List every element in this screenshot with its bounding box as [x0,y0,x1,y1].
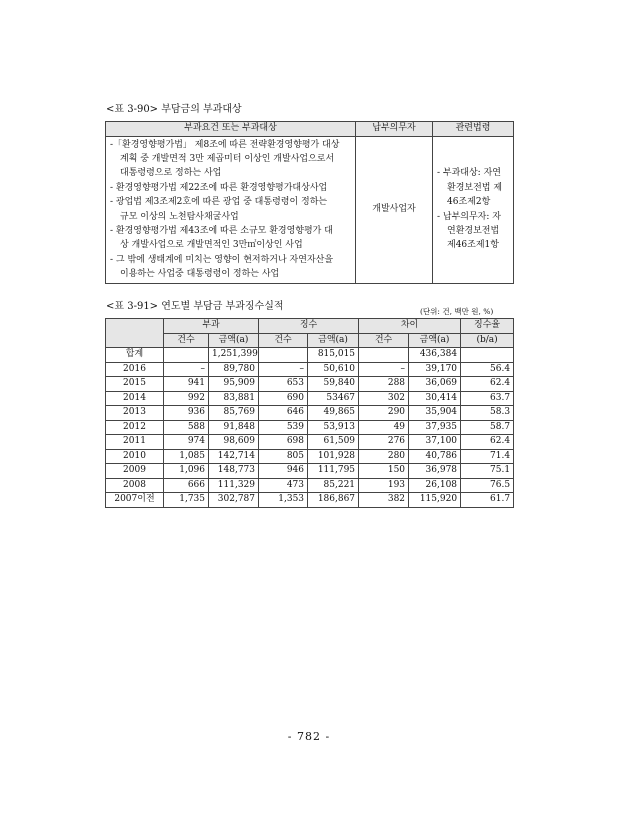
data-cell: 63.7 [461,391,514,406]
data-cell: 61,509 [308,435,359,450]
data-cell: 26,108 [409,478,461,493]
data-cell: 58.3 [461,406,514,421]
table-header-row [106,122,514,137]
data-cell: 280 [359,449,409,464]
data-cell: 539 [259,420,308,435]
requirement-item: - 그 밖에 생태계에 미치는 영향이 현저하거나 자연자산을 [110,254,334,265]
table-row [106,136,514,283]
sub-header-row [106,333,514,348]
table-row [106,449,514,464]
table-row [106,377,514,392]
group-levy: 부과 [164,319,259,334]
data-cell: 71.4 [461,449,514,464]
data-cell: 186,867 [308,493,359,508]
table-row [106,464,514,479]
data-cell: 646 [259,406,308,421]
table-row [106,391,514,406]
data-cell: 61.7 [461,493,514,508]
data-cell: 76.5 [461,478,514,493]
data-cell: 49,865 [308,406,359,421]
data-cell [359,348,409,363]
data-cell: 101,928 [308,449,359,464]
data-cell: 1,096 [164,464,209,479]
sub-header: 건수 [259,333,308,348]
row-label: 2014 [106,391,164,406]
requirement-item-continued: 대통령령으로 정하는 사업 [120,168,222,179]
data-cell: 85,769 [209,406,259,421]
data-cell: 62.4 [461,435,514,450]
data-cell: 53,913 [308,420,359,435]
data-cell: 85,221 [308,478,359,493]
law-line: 46조제2항 [447,197,491,208]
law-line: - 부과대상: 자연 [437,168,501,179]
law-line: - 납부의무자: 자 [437,211,501,222]
data-cell: 62.4 [461,377,514,392]
data-cell: 56.4 [461,362,514,377]
law-line: 환경보전법 제 [447,182,503,193]
data-cell: 95,909 [209,377,259,392]
data-cell [259,348,308,363]
data-cell: 39,170 [409,362,461,377]
table-row [106,362,514,377]
data-cell: 936 [164,406,209,421]
data-cell: 83,881 [209,391,259,406]
data-cell: 193 [359,478,409,493]
levy-subject-table [105,121,514,284]
data-cell: 50,610 [308,362,359,377]
data-cell: 666 [164,478,209,493]
sub-header: (b/a) [461,333,514,348]
row-label: 2008 [106,478,164,493]
row-label: 2015 [106,377,164,392]
data-cell: 815,015 [308,348,359,363]
data-cell: 148,773 [209,464,259,479]
law-cell [433,136,514,283]
table-row [106,406,514,421]
requirement-item: -「환경영향평가법」 제8조에 따른 전략환경영향평가 대상 [110,139,340,150]
table-row [106,493,514,508]
table-row [106,435,514,450]
requirement-item-continued: 상 개발사업으로 개발면적인 3만㎡이상인 사업 [120,240,303,251]
data-cell: 30,414 [409,391,461,406]
data-cell: 75.1 [461,464,514,479]
data-cell: 142,714 [209,449,259,464]
table-3-91-caption: <표 3-91> 연도별 부담금 부과징수실적 [106,301,284,312]
data-cell: 302 [359,391,409,406]
law-line: 제46조제1항 [447,240,499,251]
levy-collection-table [105,318,514,508]
row-label: 합계 [106,348,164,363]
sub-header: 금액(a) [409,333,461,348]
data-cell [164,348,209,363]
table-row [106,478,514,493]
data-cell: 1,353 [259,493,308,508]
data-cell: 653 [259,377,308,392]
data-cell: 974 [164,435,209,450]
data-cell: 1,251,399 [209,348,259,363]
row-label: 2009 [106,464,164,479]
sub-header: 금액(a) [209,333,259,348]
row-label: 2010 [106,449,164,464]
requirement-item: - 환경영향평가법 제22조에 따른 환경영향평가대상사업 [110,182,328,193]
page-number: - 782 - [287,730,331,743]
data-cell: 690 [259,391,308,406]
data-cell: 1,085 [164,449,209,464]
data-cell: 111,329 [209,478,259,493]
data-cell: 150 [359,464,409,479]
unit-label: (단위: 건, 백만 원, %) [420,307,494,316]
group-difference: 차이 [359,319,461,334]
table-3-90-caption: <표 3-90> 부담금의 부과대상 [106,104,242,115]
data-cell: 111,795 [308,464,359,479]
group-rate: 징수율 [461,319,514,334]
data-cell: 588 [164,420,209,435]
group-header-row [106,319,514,334]
data-cell: 992 [164,391,209,406]
header-requirement: 부과요건 또는 부과대상 [106,122,356,137]
data-cell: 436,384 [409,348,461,363]
data-cell: 58.7 [461,420,514,435]
data-cell: 946 [259,464,308,479]
data-cell: 288 [359,377,409,392]
data-cell: 302,787 [209,493,259,508]
row-label: 2011 [106,435,164,450]
data-cell: 941 [164,377,209,392]
data-cell: 36,069 [409,377,461,392]
data-cell: 473 [259,478,308,493]
data-cell: 91,848 [209,420,259,435]
table-row [106,348,514,363]
requirement-list [106,136,356,283]
data-cell [461,348,514,363]
requirement-item-continued: 규모 이상의 노천탐사채굴사업 [120,211,239,222]
header-law: 관련법령 [433,122,514,137]
data-cell: – [164,362,209,377]
row-label: 2012 [106,420,164,435]
data-cell: 698 [259,435,308,450]
law-line: 연환경보전법 [447,225,500,236]
data-cell: 805 [259,449,308,464]
data-cell: 59,840 [308,377,359,392]
requirement-item: - 환경영향평가법 제43조에 따른 소규모 환경영향평가 대 [110,225,333,236]
sub-header: 건수 [359,333,409,348]
requirement-item-continued: 계획 중 개발면적 3만 제곱미터 이상인 개발사업으로서 [120,153,335,164]
row-label: 2016 [106,362,164,377]
data-cell: 1,735 [164,493,209,508]
data-cell: 37,100 [409,435,461,450]
data-cell: 49 [359,420,409,435]
obligor-cell: 개발사업자 [356,136,433,283]
data-cell: 37,935 [409,420,461,435]
data-cell: 382 [359,493,409,508]
requirement-item-continued: 이용하는 사업중 대통령령이 정하는 사업 [120,269,280,280]
sub-header: 건수 [164,333,209,348]
data-cell: 98,609 [209,435,259,450]
data-cell: 40,786 [409,449,461,464]
data-cell: 290 [359,406,409,421]
data-cell: – [359,362,409,377]
data-cell: 276 [359,435,409,450]
data-cell: 35,904 [409,406,461,421]
data-cell: 89,780 [209,362,259,377]
header-obligor: 납부의무자 [356,122,433,137]
group-collection: 징수 [259,319,359,334]
table-row [106,420,514,435]
data-cell: 115,920 [409,493,461,508]
row-label: 2013 [106,406,164,421]
sub-header: 금액(a) [308,333,359,348]
data-cell: 53467 [308,391,359,406]
corner-header [106,319,164,348]
data-cell: 36,978 [409,464,461,479]
requirement-item: - 광업법 제3조제2호에 따른 광업 중 대통령령이 정하는 [110,197,328,208]
data-cell: – [259,362,308,377]
row-label: 2007이전 [106,493,164,508]
